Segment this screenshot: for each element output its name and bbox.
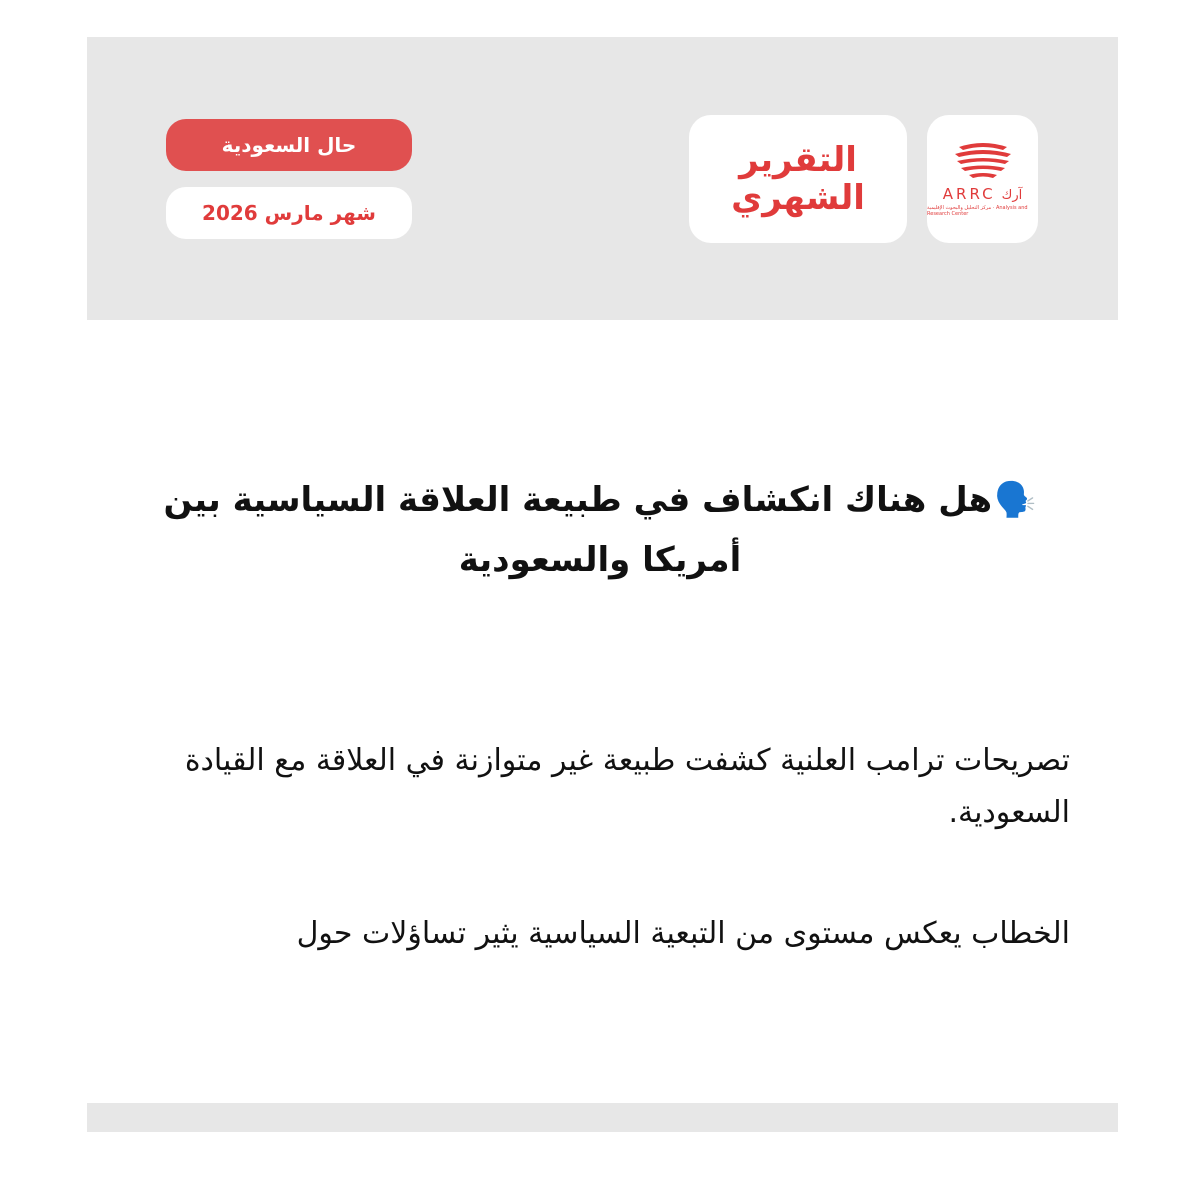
logo-subtitle: مركز التحليل والبحوث الإقليمية · Analysis and Research Center [927,205,1028,217]
article-headline [160,470,1040,590]
brand-logo [927,115,1038,243]
header-band [87,37,1118,320]
footer-band [87,1103,1118,1132]
status-pill: حال السعودية [166,119,412,171]
speaking-head-icon: 🗣️ [994,480,1037,520]
paragraph-2: الخطاب يعكس مستوى من التبعية السياسية يثير تساؤلات حول [296,916,1070,951]
headline-line1: هل هناك انكشاف في طبيعة العلاقة السياسية بين [163,480,993,520]
logo-arabic-text: آرك [1001,188,1023,203]
report-title-badge [689,115,907,243]
arrc-logo-icon [951,141,1015,181]
logo-latin-text: ARRC [942,185,996,203]
paragraph-1: تصريحات ترامب العلنية كشفت طبيعة غير متوازنة في العلاقة مع القيادة السعودية. [184,743,1070,830]
report-title-line1: التقرير [739,140,857,180]
month-pill: شهر مارس 2026 [166,187,412,239]
headline-line2: أمريكا والسعودية [458,540,742,580]
report-title-line2: الشهري [731,178,865,218]
